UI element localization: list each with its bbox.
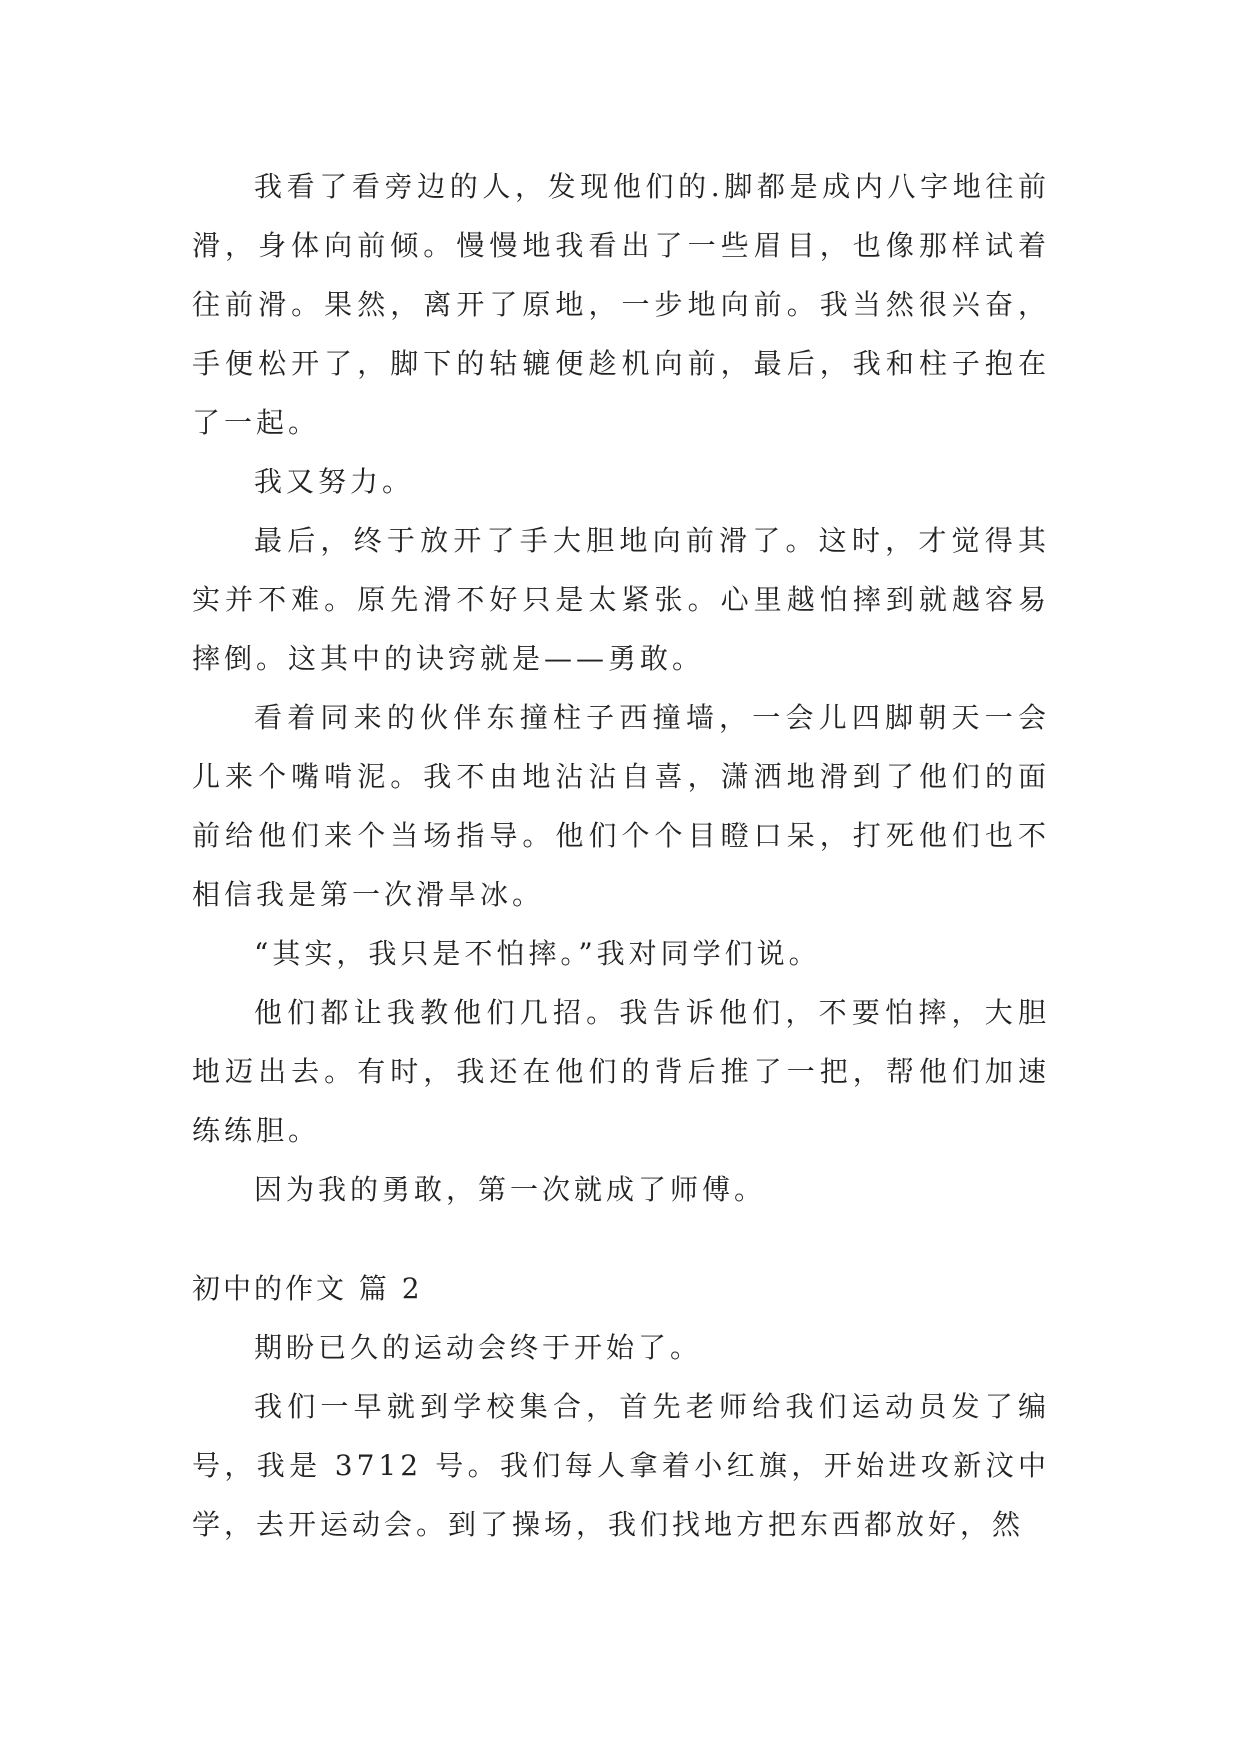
paragraph: 看着同来的伙伴东撞柱子西撞墙，一会儿四脚朝天一会儿来个嘴啃泥。我不由地沾沾自喜，潇洒地滑到了他们的面前给他们来个当场指导。他们个个目瞪口呆，打死他们也不相信我是第一次滑旱冰。: [192, 701, 1050, 911]
paragraph: “其实，我只是不怕摔。”我对同学们说。: [254, 937, 821, 970]
paragraph: 他们都让我教他们几招。我告诉他们，不要怕摔，大胆地迈出去。有时，我还在他们的背后推了一把，帮他们加速练练胆。: [192, 996, 1050, 1147]
paragraph: 我看了看旁边的人，发现他们的.脚都是成内八字地往前滑，身体向前倾。慢慢地我看出了一些眉目，也像那样试着往前滑。果然，离开了原地，一步地向前。我当然很兴奋，手便松开了，脚下的轱辘便趁机向前，最后，我和柱子抱在了一起。: [192, 170, 1050, 439]
paragraph: 因为我的勇敢，第一次就成了师傅。: [254, 1173, 767, 1206]
section-heading: 初中的作文 篇 2: [192, 1272, 423, 1305]
paragraph: 我们一早就到学校集合，首先老师给我们运动员发了编号，我是 3712 号。我们每人拿着小红旗，开始进攻新汶中学，去开运动会。到了操场，我们找地方把东西都放好，然: [192, 1390, 1050, 1541]
paragraph: 最后，终于放开了手大胆地向前滑了。这时，才觉得其实并不难。原先滑不好只是太紧张。心里越怕摔到就越容易摔倒。这其中的诀窍就是——勇敢。: [192, 524, 1050, 675]
essay-body: [192, 157, 1050, 1554]
paragraph: 期盼已久的运动会终于开始了。: [254, 1331, 703, 1364]
paragraph: 我又努力。: [254, 465, 415, 498]
